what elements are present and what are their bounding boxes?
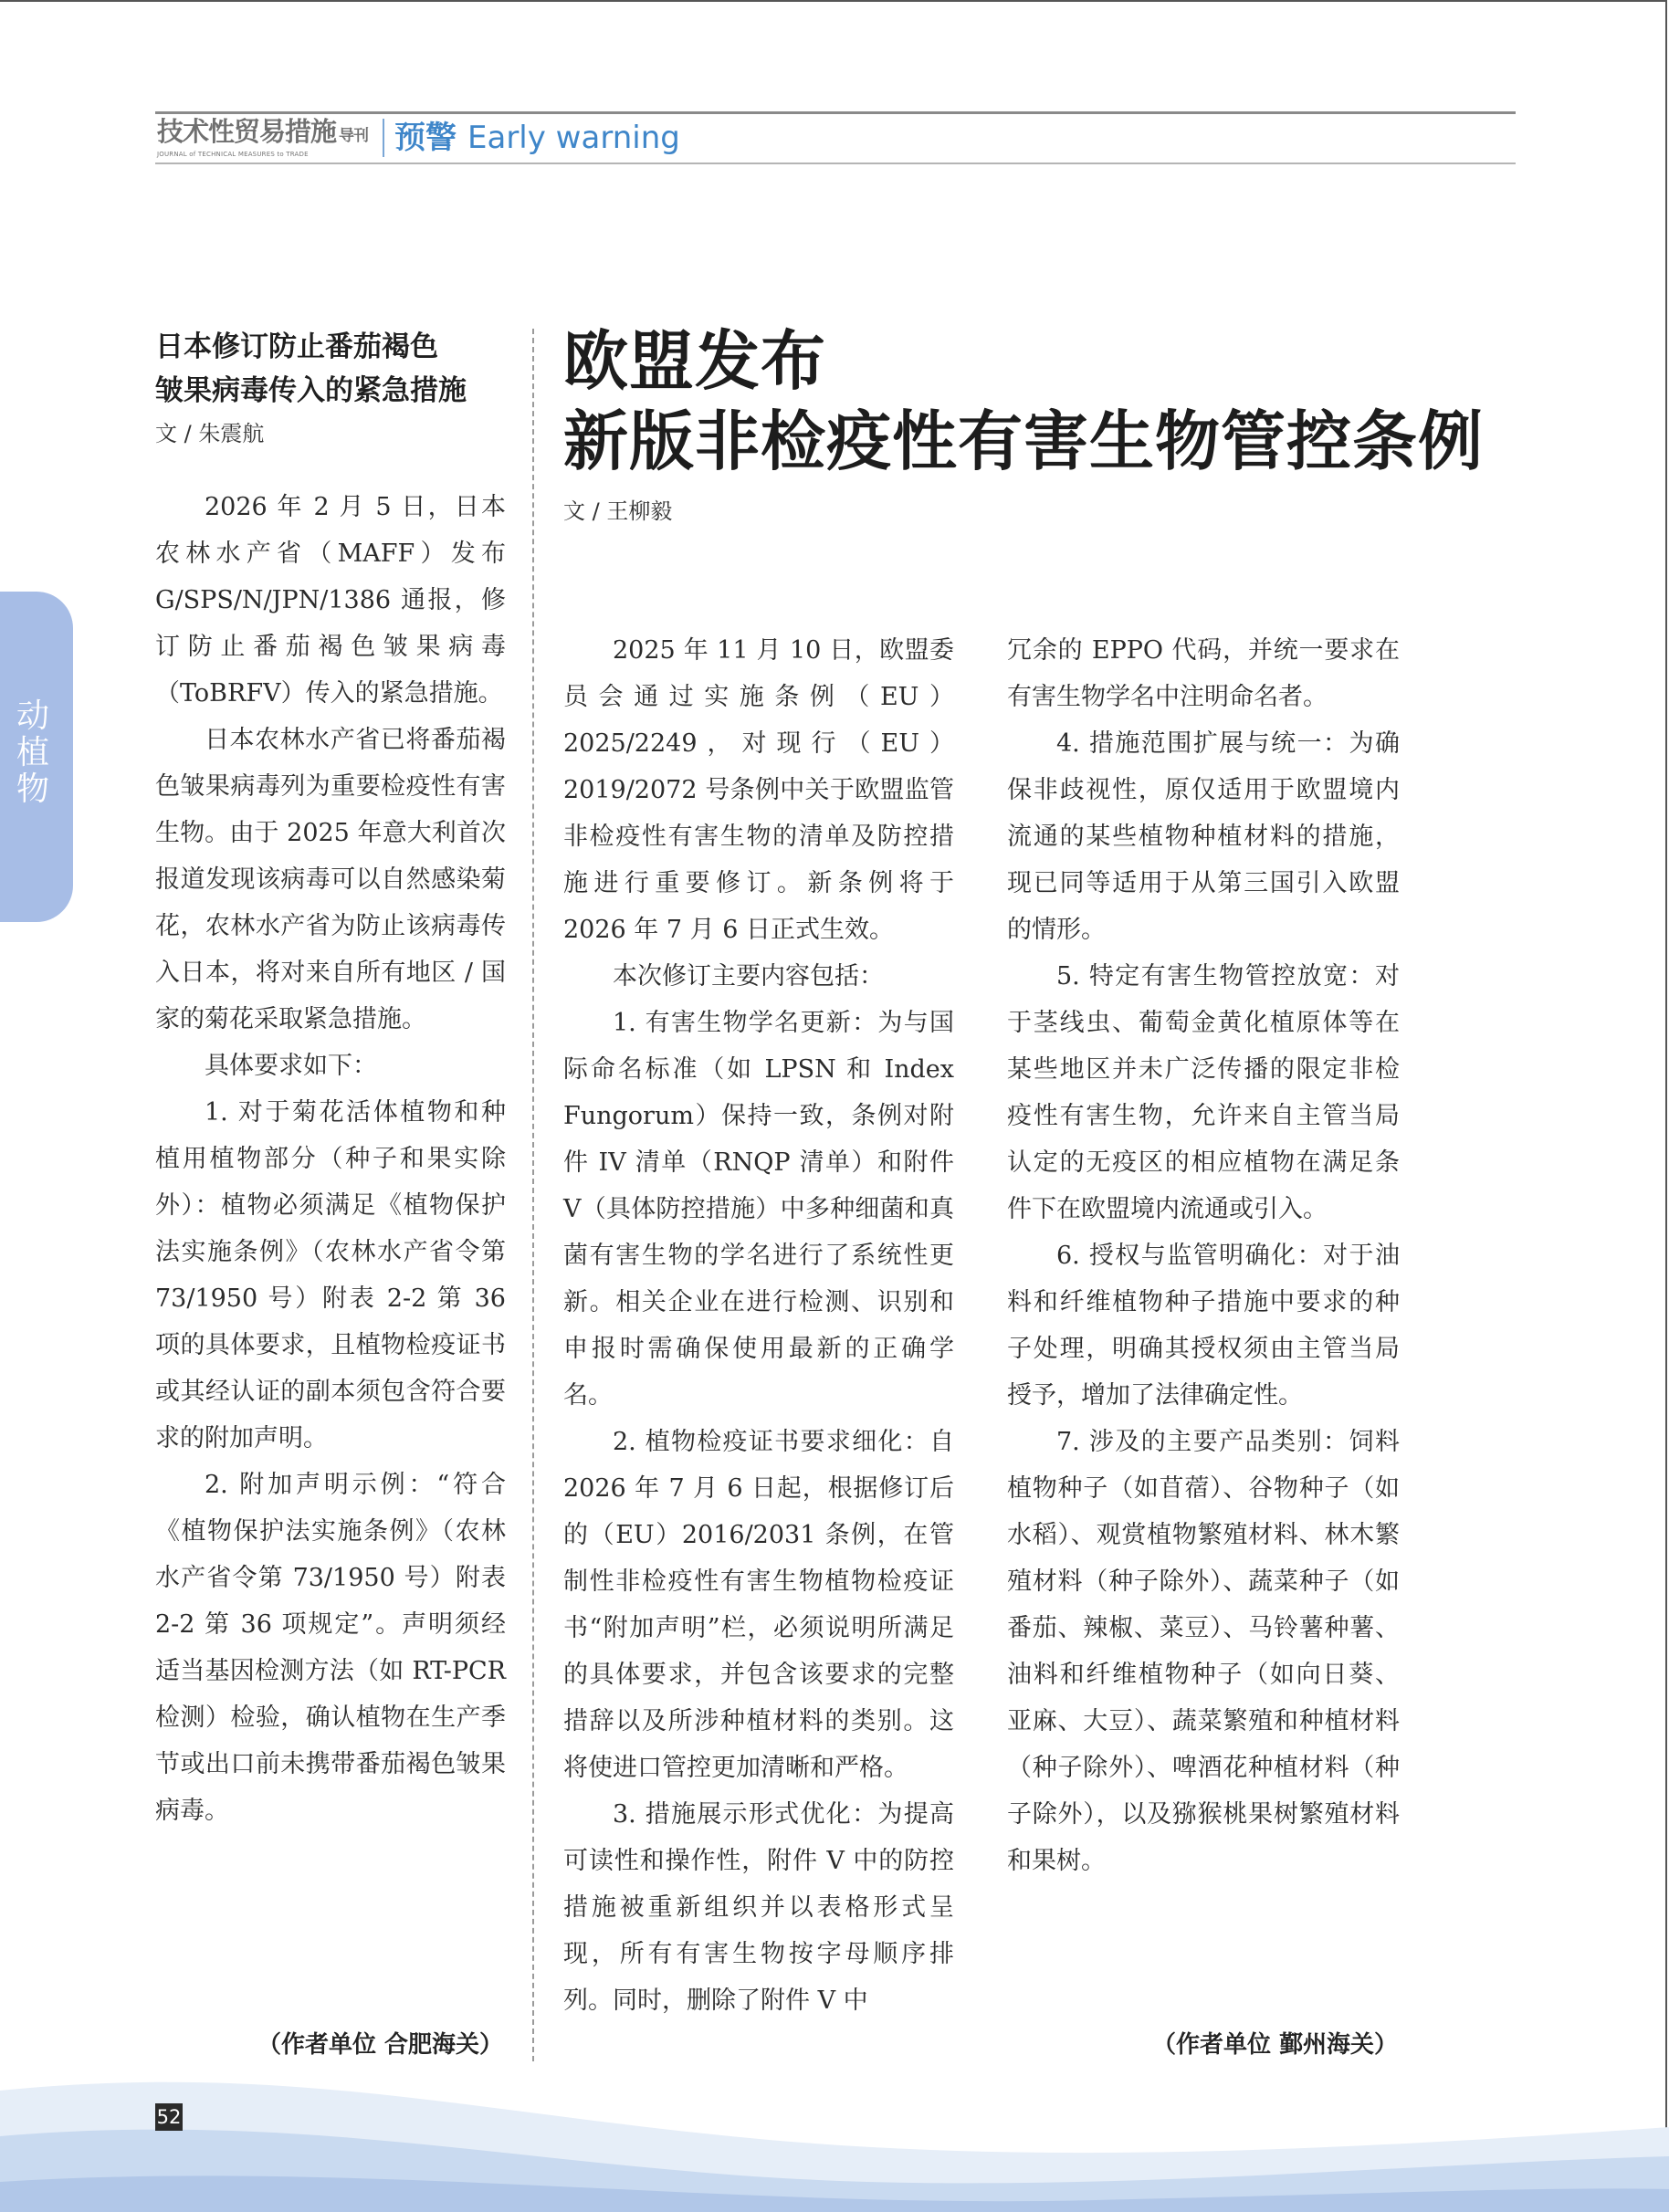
journal-english-name: JOURNAL of TECHNICAL MEASURES to TRADE [157, 151, 309, 158]
main-paragraph: 1. 有害生物学名更新：为与国际命名标准（如 LPSN 和 Index Fungorum）保持一致，条例对附件 IV 清单（RNQP 清单）和附件 V（具体防控措施）中多种细菌和真菌有害生物的学名进行了系统性更新。相关企业在进行检测、识别和申报时需确保使用最新的正确学名。 [563, 1009, 954, 1410]
main-paragraph: 7. 涉及的主要产品类别：饲料植物种子（如苜蓿）、谷物种子（如水稻）、观赏植物繁殖材料、林木繁殖材料（种子除外）、蔬菜种子（如番茄、辣椒、菜豆）、马铃薯种薯、油料和纤维植物种子（如向日葵、亚麻、大豆）、蔬菜繁殖和种植材料（种子除外）、啤酒花种植材料（种子除外），以及猕猴桃果树繁殖材料和果树。 [1007, 1428, 1400, 1875]
main-paragraph: 2. 植物检疫证书要求细化：自 2026 年 7 月 6 日起，根据修订后的（EU）2016/2031 条例，在管制性非检疫性有害生物植物检疫证书“附加声明”栏，必须说明所满足的具体要求，并包含该要求的完整措辞以及所涉种植材料的类别。这将使进口管控更加清晰和严格。 [563, 1428, 954, 1782]
left-article-body [155, 484, 506, 1834]
column-divider [532, 329, 534, 2061]
left-title-line-1: 日本修订防止番茄褐色 [155, 330, 438, 363]
left-article-author: 文 / 朱震航 [155, 421, 265, 446]
main-paragraph: 本次修订主要内容包括： [613, 962, 884, 991]
main-article-affiliation: （作者单位 鄞州海关） [1152, 2031, 1399, 2059]
left-paragraph: 1. 对于菊花活体植物和种植用植物部分（种子和果实除外）：植物必须满足《植物保护法实施条例》（农林水产省令第 73/1950 号）附表 2-2 第 36 项的具体要求，且植物检疫证书或其经认证的副本须包含符合要求的附加声明。 [155, 1098, 506, 1452]
header-separator [383, 119, 384, 157]
header-rule-top [155, 111, 1516, 114]
main-article-author: 文 / 王柳毅 [563, 498, 673, 524]
left-article-title [155, 325, 520, 413]
main-paragraph: 2025 年 11 月 10 日，欧盟委员会通过实施条例（EU）2025/2249，对现行（EU）2019/2072 号条例中关于欧盟监管非检疫性有害生物的清单及防控措施进行重要修订。新条例将于 2026 年 7 月 6 日正式生效。 [563, 636, 954, 944]
left-paragraph: 2026 年 2 月 5 日，日本农林水产省（MAFF）发布G/SPS/N/JPN/1386 通报，修订防止番茄褐色皱果病毒（ToBRFV）传入的紧急措施。 [155, 493, 506, 708]
main-paragraph: 6. 授权与监管明确化：对于油料和纤维植物种子措施中要求的种子处理，明确其授权须由主管当局授予，增加了法律确定性。 [1007, 1242, 1400, 1410]
side-category-label: 动植物 [16, 697, 49, 808]
left-paragraph: 2. 附加声明示例：“符合《植物保护法实施条例》（农林水产省令第 73/1950 号）附表 2-2 第 36 项规定”。声明须经适当基因检测方法（如 RT-PCR 检测）检验，确认植物在生产季节或出口前未携带番茄褐色皱果病毒。 [155, 1471, 506, 1825]
journal-name: 技术性贸易措施 导刊 [157, 116, 369, 147]
main-paragraph: 3. 措施展示形式优化：为提高可读性和操作性，附件 V 中的防控措施被重新组织并以表格形式呈现，所有有害生物按字母顺序排列。同时，删除了附件 V 中 [563, 1800, 954, 2015]
left-article-affiliation: （作者单位 合肥海关） [257, 2031, 504, 2059]
main-paragraph: 4. 措施范围扩展与统一：为确保非歧视性，原仅适用于欧盟境内流通的某些植物种植材料的措施，现已同等适用于从第三国引入欧盟的情形。 [1007, 729, 1400, 944]
section-label [394, 117, 680, 159]
main-article-column-1 [563, 627, 954, 2024]
journal-logo [157, 117, 376, 159]
left-paragraph: 具体要求如下： [205, 1052, 377, 1080]
left-title-line-2: 皱果病毒传入的紧急措施 [155, 374, 467, 407]
left-paragraph: 日本农林水产省已将番茄褐色皱果病毒列为重要检疫性有害生物。由于 2025 年意大利首次报道发现该病毒可以自然感染菊花，农林水产省为防止该病毒传入日本，将对来自所有地区 / 国家的菊花采取紧急措施。 [155, 726, 506, 1033]
main-title-line-2: 新版非检疫性有害生物管控条例 [563, 404, 1485, 479]
header-rule-bottom [155, 162, 1516, 164]
main-paragraph-continuation: 冗余的 EPPO 代码，并统一要求在有害生物学名中注明命名者。 [1007, 636, 1400, 711]
page-number: 52 [155, 2103, 183, 2131]
main-article-title [563, 321, 1568, 482]
footer-wave-decoration [0, 2072, 1669, 2212]
main-paragraph: 5. 特定有害生物管控放宽：对于茎线虫、葡萄金黄化植原体等在某些地区并未广泛传播的限定非检疫性有害生物，允许来自主管当局认定的无疫区的相应植物在满足条件下在欧盟境内流通或引入。 [1007, 962, 1400, 1223]
section-label-en: Early warning [467, 120, 680, 156]
main-article-column-2 [1007, 627, 1400, 1884]
main-title-line-1: 欧盟发布 [563, 323, 827, 399]
section-label-zh: 预警 [394, 120, 457, 156]
